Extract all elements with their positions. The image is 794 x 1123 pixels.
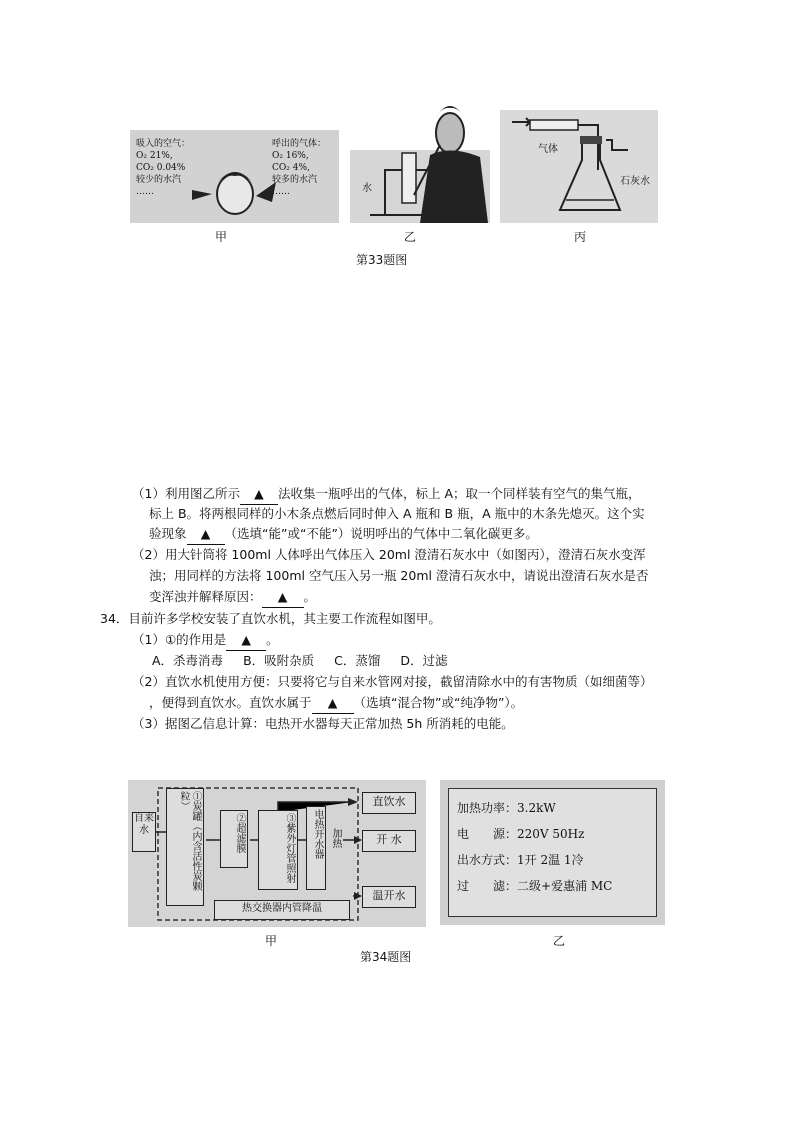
q34-part2-line1: （2）直饮水机使用方便：只要将它与自来水管网对接，截留清除水中的有害物质（如细菌等） <box>132 674 653 689</box>
figure-34-label-yi: 乙 <box>553 934 566 948</box>
q34-title: 34．目前许多学校安装了直饮水机，其主要工作流程如图甲。 <box>100 611 441 626</box>
q34-part3: （3）据图乙信息计算：电热开水器每天正常加热 5h 所消耗的电能。 <box>132 716 514 731</box>
inhale-co2: CO₂ 0.04% <box>136 163 186 173</box>
answer-blank: ▲ <box>240 484 278 505</box>
answer-blank: ▲ <box>262 587 304 608</box>
q33-part2-line1: （2）用大针筒将 100ml 人体呼出气体压入 20ml 澄清石灰水中（如图丙），澄清石灰水变浑 <box>132 547 646 562</box>
ultrafiltration-box: ②超滤膜 <box>220 810 248 868</box>
limewater-label: 石灰水 <box>620 176 650 187</box>
heat-exchanger-box: 热交换器内管降温 <box>214 900 350 920</box>
exhale-more: …… <box>272 187 290 197</box>
figure-33-yi-image <box>350 95 490 223</box>
direct-water-box: 直饮水 <box>362 792 416 814</box>
option-c: C．蒸馏 <box>334 653 381 668</box>
spec-row-supply: 电 源：220V 50Hz <box>457 827 585 841</box>
q33-part2-line3: 变浑浊并解释原因： ▲ 。 <box>149 587 316 608</box>
water-displacement-icon <box>350 95 490 223</box>
figure-33-label-yi: 乙 <box>404 230 417 244</box>
inhale-o2: O₂ 21%, <box>136 151 173 161</box>
carbon-tank-box: ①炭罐（内含活性炭颗粒） <box>166 788 204 906</box>
boiling-water-box: 开 水 <box>362 830 416 852</box>
answer-blank: ▲ <box>226 630 266 651</box>
figure-34-jia-flowchart <box>128 780 426 927</box>
figure-33-jia-image <box>130 130 339 223</box>
syringe-flask-icon <box>500 110 658 223</box>
figure-34-label-jia: 甲 <box>265 934 278 948</box>
water-label: 水 <box>362 183 372 194</box>
heating-label: 加热 <box>330 828 341 848</box>
figure-34-caption: 第34题图 <box>360 950 412 964</box>
figure-33-caption: 第33题图 <box>356 253 408 267</box>
option-d: D．过滤 <box>400 653 448 668</box>
breathing-person-icon <box>190 152 280 222</box>
exhale-title: 呼出的气体： <box>272 139 327 149</box>
q33-part1-line1: （1）利用图乙所示 ▲ 法收集一瓶呼出的气体，标上 A；取一个同样装有空气的集气瓶， <box>132 484 641 505</box>
inhale-more: …… <box>136 187 154 197</box>
q34-part1: （1）①的作用是 ▲ 。 <box>132 630 279 651</box>
figure-33-label-bing: 丙 <box>574 230 587 244</box>
exhale-co2: CO₂ 4%, <box>272 163 310 173</box>
exhale-info <box>272 138 326 198</box>
gas-label: 气体 <box>538 144 558 155</box>
q34-part2-line2: ，便得到直饮水。直饮水属于 ▲ （选填“混合物”或“纯净物”）。 <box>149 693 523 714</box>
figure-34-yi-spec-plate <box>440 780 665 925</box>
exhale-vapor: 较多的水汽 <box>272 175 318 185</box>
exhale-o2: O₂ 16%, <box>272 151 309 161</box>
uv-lamp-box: ③紫外灯管照射 <box>258 810 298 890</box>
q33-part1-line3: 验现象 ▲ （选填“能”或“不能”）说明呼出的气体中二氧化碳更多。 <box>149 524 538 545</box>
spec-panel <box>448 788 657 917</box>
q33-part1-line2: 标上 B。将两根同样的小木条点燃后同时伸入 A 瓶和 B 瓶，A 瓶中的木条先熄灭。这个实 <box>149 506 645 521</box>
answer-blank: ▲ <box>312 693 354 714</box>
option-a: A．杀毒消毒 <box>152 653 224 668</box>
q34-options <box>152 651 468 671</box>
figure-33-label-jia: 甲 <box>215 230 228 244</box>
electric-boiler-box: 电热开水器 <box>306 806 326 890</box>
q33-part2-line2: 浊；用同样的方法将 100ml 空气压入另一瓶 20ml 澄清石灰水中，请说出澄清石灰水是否 <box>149 568 649 583</box>
spec-row-filter: 过 滤：二级+爱惠浦 MC <box>457 879 613 893</box>
spec-row-power: 加热功率：3.2kW <box>457 801 556 815</box>
answer-blank: ▲ <box>187 524 225 545</box>
inhale-vapor: 较少的水汽 <box>136 175 182 185</box>
figure-33-bing-image <box>500 110 658 223</box>
option-b: B．吸附杂质 <box>243 653 315 668</box>
inhale-info <box>136 138 190 198</box>
warm-water-box: 温开水 <box>362 886 416 908</box>
spec-row-outlet: 出水方式：1开 2温 1冷 <box>457 853 584 867</box>
inhale-title: 吸入的空气： <box>136 139 191 149</box>
tap-water-box: 自来水 <box>132 812 156 852</box>
